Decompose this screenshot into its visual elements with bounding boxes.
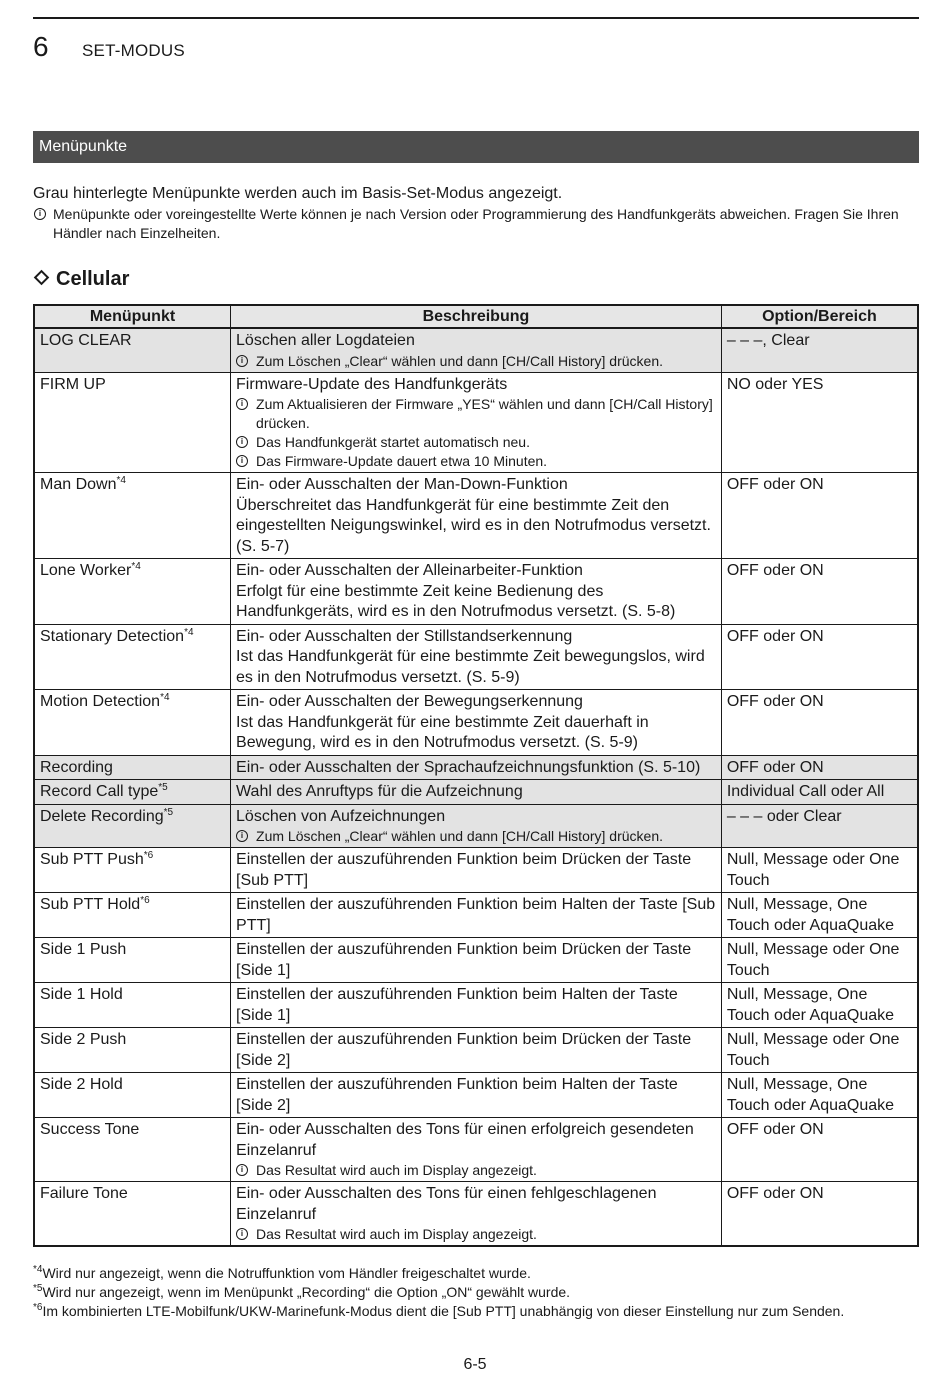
chapter-number: 6 xyxy=(33,31,49,62)
diamond-icon xyxy=(34,270,50,286)
chapter-title: SET-MODUS xyxy=(82,41,185,60)
description-line: Einstellen der auszuführenden Funktion beim Drücken der Taste [Side 1] xyxy=(236,941,692,979)
top-rule xyxy=(33,17,919,19)
description-line: Ist das Handfunkgerät für eine bestimmte Zeit dauerhaft in Bewegung, wird es in den Notrufmodus versetzt. (S. 5-9) xyxy=(236,713,649,751)
table-body xyxy=(34,328,918,1246)
option-cell: OFF oder ON xyxy=(721,624,918,690)
footnote-ref: *5 xyxy=(163,806,174,818)
menu-item-cell xyxy=(34,848,231,893)
description-cell xyxy=(231,690,722,756)
footnotes xyxy=(33,1264,923,1321)
description-cell xyxy=(231,372,722,473)
description-cell xyxy=(231,1182,722,1247)
info-icon: i xyxy=(236,830,248,842)
description-line: Einstellen der auszuführenden Funktion beim Drücken der Taste [Side 2] xyxy=(236,1031,692,1069)
description-line: Einstellen der auszuführenden Funktion beim Halten der Taste [Side 2] xyxy=(236,1076,678,1114)
description-note xyxy=(236,1225,716,1244)
table-row xyxy=(34,804,918,848)
footnote-ref: *6 xyxy=(143,850,154,861)
option-cell: Null, Message oder One Touch xyxy=(721,938,918,983)
footnote-ref: *4 xyxy=(116,475,126,486)
table-row xyxy=(34,938,918,983)
menu-item-cell xyxy=(34,938,231,983)
description-cell xyxy=(231,1073,722,1118)
page-number: 6-5 xyxy=(463,1356,487,1373)
table-header-row xyxy=(34,305,918,328)
description-cell xyxy=(231,893,722,938)
intro-note xyxy=(33,205,919,243)
footnote-text: Im kombinierten LTE-Mobilfunk/UKW-Marinefunk-Modus dient die [Sub PTT] unabhängig von dieser Einstellung nur zum Senden. xyxy=(42,1303,845,1319)
info-icon: i xyxy=(236,355,248,367)
column-header: Option/Bereich xyxy=(721,305,918,328)
option-cell: OFF oder ON xyxy=(721,473,918,559)
menu-item-name: Record Call type xyxy=(40,783,159,800)
option-cell: – – – oder Clear xyxy=(721,804,918,848)
menu-item-name: Recording xyxy=(40,758,113,776)
description-line: Ein- oder Ausschalten des Tons für einen fehlgeschlagenen Einzelanruf xyxy=(236,1185,657,1223)
description-note xyxy=(236,827,716,846)
menu-item-name: Sub PTT Hold xyxy=(40,896,141,913)
menu-table xyxy=(33,304,919,1247)
menu-item-cell xyxy=(34,328,231,372)
description-note xyxy=(236,1161,716,1180)
description-line: Ein- oder Ausschalten der Bewegungserkennung xyxy=(236,693,583,710)
option-cell: OFF oder ON xyxy=(721,1118,918,1182)
column-header: Menüpunkt xyxy=(34,305,231,328)
info-icon: i xyxy=(236,1164,248,1176)
description-cell xyxy=(231,804,722,848)
menu-item-name: Stationary Detection xyxy=(40,627,185,645)
subsection-heading xyxy=(33,266,129,292)
footnote xyxy=(33,1302,923,1321)
menu-item-name: Sub PTT Push xyxy=(40,851,144,868)
table-row xyxy=(34,690,918,756)
menu-item-name: Side 2 Hold xyxy=(40,1076,123,1093)
description-line: Löschen aller Logdateien xyxy=(236,332,415,349)
footnote-ref: *5 xyxy=(158,782,168,793)
description-line: Ein- oder Ausschalten der Alleinarbeiter-Funktion xyxy=(236,562,583,579)
footnote-text: Wird nur angezeigt, wenn im Menüpunkt „Recording“ die Option „ON“ gewählt wurde. xyxy=(42,1284,571,1300)
menu-item-cell xyxy=(34,1118,231,1182)
menu-item-name: Side 1 Push xyxy=(40,941,127,958)
footnote-ref: *4 xyxy=(184,626,194,638)
menu-item-cell xyxy=(34,624,231,690)
table-row xyxy=(34,624,918,690)
description-line: Ein- oder Ausschalten der Man-Down-Funktion xyxy=(236,476,568,493)
menu-item-name: Side 2 Push xyxy=(40,1031,127,1048)
menu-item-cell xyxy=(34,983,231,1028)
note-text: Zum Löschen „Clear“ wählen und dann [CH/Call History] drücken. xyxy=(256,828,663,844)
footnote xyxy=(33,1283,923,1302)
menu-item-name: LOG CLEAR xyxy=(40,332,132,349)
table-row xyxy=(34,1182,918,1247)
option-cell: NO oder YES xyxy=(721,372,918,473)
menu-item-cell xyxy=(34,1028,231,1073)
footnote-text: Wird nur angezeigt, wenn die Notruffunktion vom Händler freigeschaltet wurde. xyxy=(42,1265,531,1281)
description-cell xyxy=(231,328,722,372)
description-cell xyxy=(231,755,722,780)
description-note xyxy=(236,395,716,433)
table-row xyxy=(34,983,918,1028)
description-cell xyxy=(231,624,722,690)
info-icon: i xyxy=(236,455,248,467)
menu-item-name: FIRM UP xyxy=(40,375,106,393)
menu-item-cell xyxy=(34,780,231,805)
option-cell: OFF oder ON xyxy=(721,559,918,625)
table-row xyxy=(34,473,918,559)
description-cell xyxy=(231,1118,722,1182)
info-icon: i xyxy=(236,398,248,410)
intro-text: Grau hinterlegte Menüpunkte werden auch im Basis-Set-Modus angezeigt. xyxy=(33,185,563,202)
menu-item-cell xyxy=(34,559,231,625)
description-line: Einstellen der auszuführenden Funktion beim Halten der Taste [Sub PTT] xyxy=(236,896,716,934)
description-line: Überschreitet das Handfunkgerät für eine bestimmte Zeit den eingestellten Neigungswinkel, wird es in den Notrufmodus versetzt. (S. 5-7) xyxy=(236,496,711,555)
footnote-mark: *6 xyxy=(33,1302,43,1313)
table-row xyxy=(34,372,918,473)
description-line: Ein- oder Ausschalten der Stillstandserkennung xyxy=(236,627,573,645)
section-title-bar: Menüpunkte xyxy=(33,131,919,163)
description-cell xyxy=(231,780,722,805)
info-icon: i xyxy=(236,436,248,448)
menu-item-name: Side 1 Hold xyxy=(40,986,123,1003)
table-row xyxy=(34,755,918,780)
option-cell: – – –, Clear xyxy=(721,328,918,372)
option-cell: OFF oder ON xyxy=(721,755,918,780)
option-cell: Null, Message oder One Touch xyxy=(721,1028,918,1073)
note-text: Das Resultat wird auch im Display angezeigt. xyxy=(256,1226,537,1242)
table-row xyxy=(34,780,918,805)
table-row xyxy=(34,328,918,372)
intro-note-text: Menüpunkte oder voreingestellte Werte können je nach Version oder Programmierung des Handfunkgeräts abweichen. Fragen Sie Ihren Händler nach Einzelheiten. xyxy=(53,206,899,241)
description-line: Ein- oder Ausschalten des Tons für einen erfolgreich gesendeten Einzelanruf xyxy=(236,1121,694,1159)
description-line: Wahl des Anruftyps für die Aufzeichnung xyxy=(236,783,523,800)
description-line: Firmware-Update des Handfunkgeräts xyxy=(236,375,508,393)
description-cell xyxy=(231,938,722,983)
menu-item-cell xyxy=(34,473,231,559)
footnote xyxy=(33,1264,923,1283)
intro xyxy=(33,184,919,243)
menu-item-name: Lone Worker xyxy=(40,562,132,579)
description-note xyxy=(236,433,716,452)
footnote-mark: *5 xyxy=(33,1283,43,1294)
option-cell: Null, Message, One Touch oder AquaQuake xyxy=(721,1073,918,1118)
table-row xyxy=(34,848,918,893)
option-cell: Null, Message, One Touch oder AquaQuake xyxy=(721,983,918,1028)
footnote-ref: *6 xyxy=(140,895,150,906)
menu-item-cell xyxy=(34,1073,231,1118)
info-icon: i xyxy=(236,1228,248,1240)
menu-item-name: Delete Recording xyxy=(40,807,164,825)
menu-item-name: Motion Detection xyxy=(40,693,161,710)
description-cell xyxy=(231,848,722,893)
menu-item-cell xyxy=(34,804,231,848)
option-cell: Null, Message oder One Touch xyxy=(721,848,918,893)
menu-item-cell xyxy=(34,372,231,473)
description-cell xyxy=(231,473,722,559)
subsection-title: Cellular xyxy=(56,268,130,290)
description-note xyxy=(236,352,716,371)
description-line: Einstellen der auszuführenden Funktion beim Halten der Taste [Side 1] xyxy=(236,986,678,1024)
description-note xyxy=(236,452,716,471)
description-cell xyxy=(231,559,722,625)
note-text: Zum Löschen „Clear“ wählen und dann [CH/Call History] drücken. xyxy=(256,352,663,369)
option-cell: OFF oder ON xyxy=(721,690,918,756)
menu-item-name: Man Down xyxy=(40,476,117,493)
description-line: Erfolgt für eine bestimmte Zeit keine Bedienung des Handfunkgeräts, wird es in den Notrufmodus versetzt. (S. 5-8) xyxy=(236,582,676,620)
info-icon: i xyxy=(34,208,46,220)
column-header: Beschreibung xyxy=(231,305,722,328)
menu-item-name: Success Tone xyxy=(40,1121,140,1138)
menu-item-cell xyxy=(34,690,231,756)
option-cell: OFF oder ON xyxy=(721,1182,918,1247)
note-text: Das Firmware-Update dauert etwa 10 Minuten. xyxy=(256,453,548,469)
description-line: Ist das Handfunkgerät für eine bestimmte Zeit bewegungslos, wird es in den Notrufmodus versetzt. (S. 5-9) xyxy=(236,648,705,686)
option-cell: Null, Message, One Touch oder AquaQuake xyxy=(721,893,918,938)
menu-item-cell xyxy=(34,1182,231,1247)
table-row xyxy=(34,1028,918,1073)
table-row xyxy=(34,559,918,625)
menu-item-cell xyxy=(34,893,231,938)
menu-item-cell xyxy=(34,755,231,780)
description-cell xyxy=(231,1028,722,1073)
description-line: Löschen von Aufzeichnungen xyxy=(236,807,446,825)
description-line: Einstellen der auszuführenden Funktion beim Drücken der Taste [Sub PTT] xyxy=(236,851,692,889)
note-text: Das Handfunkgerät startet automatisch neu. xyxy=(256,434,530,450)
table-row xyxy=(34,1073,918,1118)
menu-item-name: Failure Tone xyxy=(40,1185,128,1202)
description-line: Ein- oder Ausschalten der Sprachaufzeichnungsfunktion (S. 5-10) xyxy=(236,758,701,776)
note-text: Das Resultat wird auch im Display angezeigt. xyxy=(256,1162,537,1178)
note-text: Zum Aktualisieren der Firmware „YES“ wählen und dann [CH/Call History] drücken. xyxy=(256,396,713,431)
option-cell: Individual Call oder All xyxy=(721,780,918,805)
description-cell xyxy=(231,983,722,1028)
footnote-ref: *4 xyxy=(131,561,141,572)
table-row xyxy=(34,893,918,938)
footnote-ref: *4 xyxy=(160,692,170,703)
footnote-mark: *4 xyxy=(33,1264,43,1275)
table-row xyxy=(34,1118,918,1182)
